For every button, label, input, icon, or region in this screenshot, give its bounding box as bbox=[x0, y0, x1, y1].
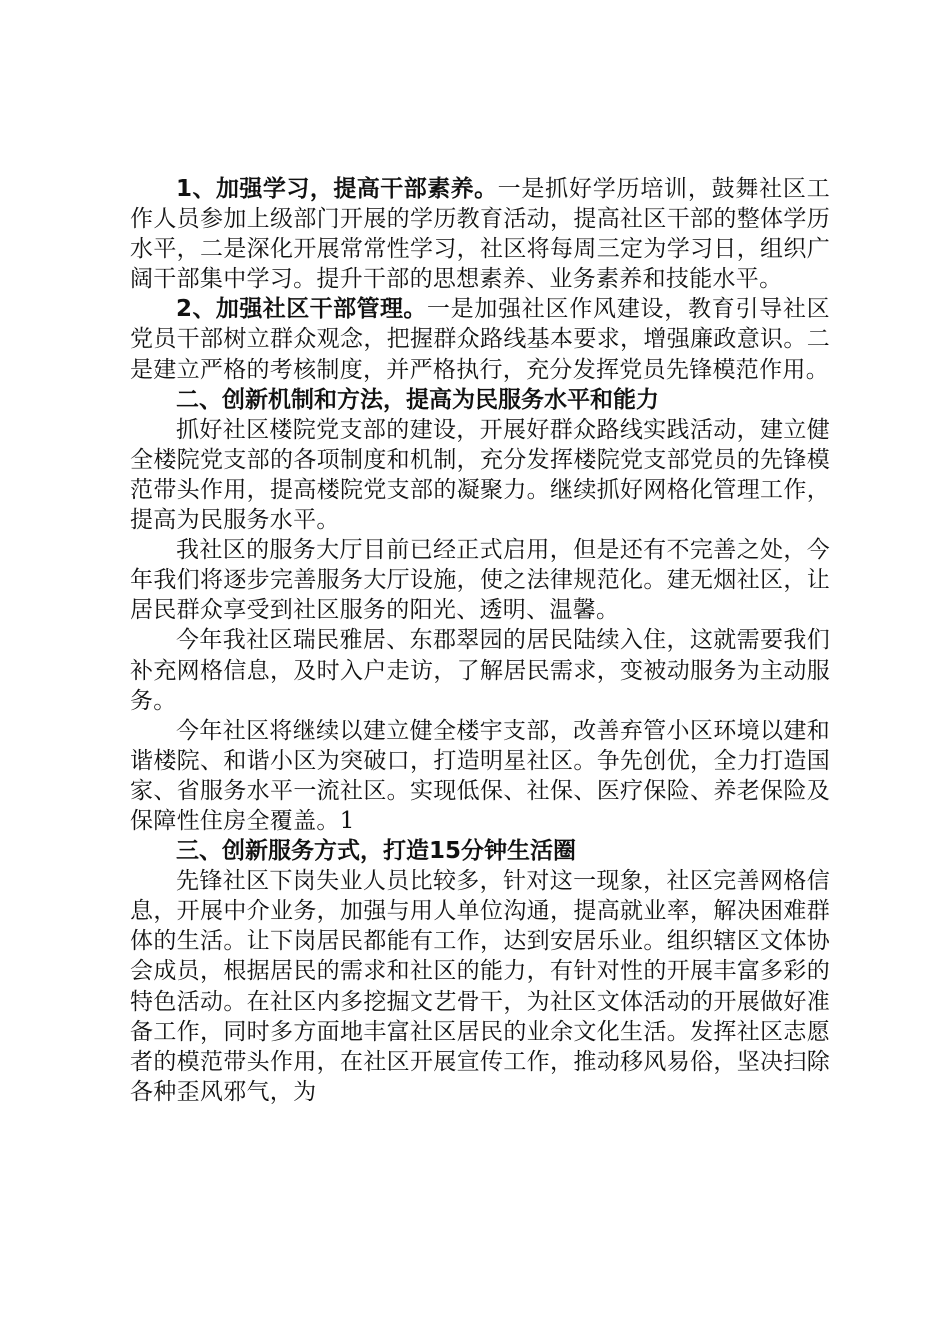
paragraph-text: 今年社区将继续以建立健全楼宇支部，改善弃管小区环境以建和谐楼院、和谐小区为突破口，打造明星社区。争先创优，全力打造国家、省服务水平一流社区。实现低保、社保、医疗保险、养老保险及保障性住房全覆盖。1 bbox=[130, 717, 830, 834]
section-heading-2: 二、创新机制和方法，提高为民服务水平和能力 bbox=[176, 386, 659, 413]
paragraph-lead: 2、加强社区干部管理。 bbox=[176, 296, 427, 323]
paragraph-text: 先锋社区下岗失业人员比较多，针对这一现象，社区完善网格信息，开展中介业务，加强与用人单位沟通，提高就业率，解决困难群体的生活。让下岗居民都能有工作，达到安居乐业。组织辖区文体协会成员，根据居民的需求和社区的能力，有针对性的开展丰富多彩的特色活动。在社区内多挖掘文艺骨干，为社区文体活动的开展做好准备工作，同时多方面地丰富社区居民的业余文化生活。发挥社区志愿者的模范带头作用，在社区开展宣传工作，推动移风易俗，坚决扫除各种歪风邪气，为 bbox=[130, 868, 830, 1105]
document-body bbox=[130, 174, 830, 1107]
paragraph-text: 一是抓好学历培训，鼓舞社区工作人员参加上级部门开展的学历教育活动，提高社区干部的整体学历水平，二是深化开展常常性学习，社区将每周三定为学习日，组织广阔干部集中学习。提升干部的思想素养、业务素养和技能水平。 bbox=[130, 176, 830, 293]
paragraph-1 bbox=[130, 174, 830, 294]
paragraph-text: 我社区的服务大厅目前已经正式启用，但是还有不完善之处，今年我们将逐步完善服务大厅设施，使之法律规范化。建无烟社区，让居民群众享受到社区服务的阳光、透明、温馨。 bbox=[130, 537, 830, 624]
paragraph-3 bbox=[130, 415, 830, 535]
paragraph-text: 抓好社区楼院党支部的建设，开展好群众路线实践活动，建立健全楼院党支部的各项制度和机制，充分发挥楼院党支部党员的先锋模范带头作用，提高楼院党支部的凝聚力。继续抓好网格化管理工作，提高为民服务水平。 bbox=[130, 416, 830, 534]
paragraph-text: 一是加强社区作风建设，教育引导社区党员干部树立群众观念，把握群众路线基本要求，增强廉政意识。二是建立严格的考核制度，并严格执行，充分发挥党员先锋模范作用。 bbox=[130, 296, 830, 383]
paragraph-5 bbox=[130, 625, 830, 715]
paragraph-2 bbox=[130, 294, 830, 384]
paragraph-text: 今年我社区瑞民雅居、东郡翠园的居民陆续入住，这就需要我们补充网格信息，及时入户走访，了解居民需求，变被动服务为主动服务。 bbox=[130, 627, 830, 714]
paragraph-6 bbox=[130, 716, 830, 836]
paragraph-4 bbox=[130, 535, 830, 625]
paragraph-7 bbox=[130, 866, 830, 1107]
section-heading-3: 三、创新服务方式，打造15分钟生活圈 bbox=[176, 838, 577, 865]
paragraph-lead: 1、加强学习，提高干部素养。 bbox=[176, 176, 498, 202]
